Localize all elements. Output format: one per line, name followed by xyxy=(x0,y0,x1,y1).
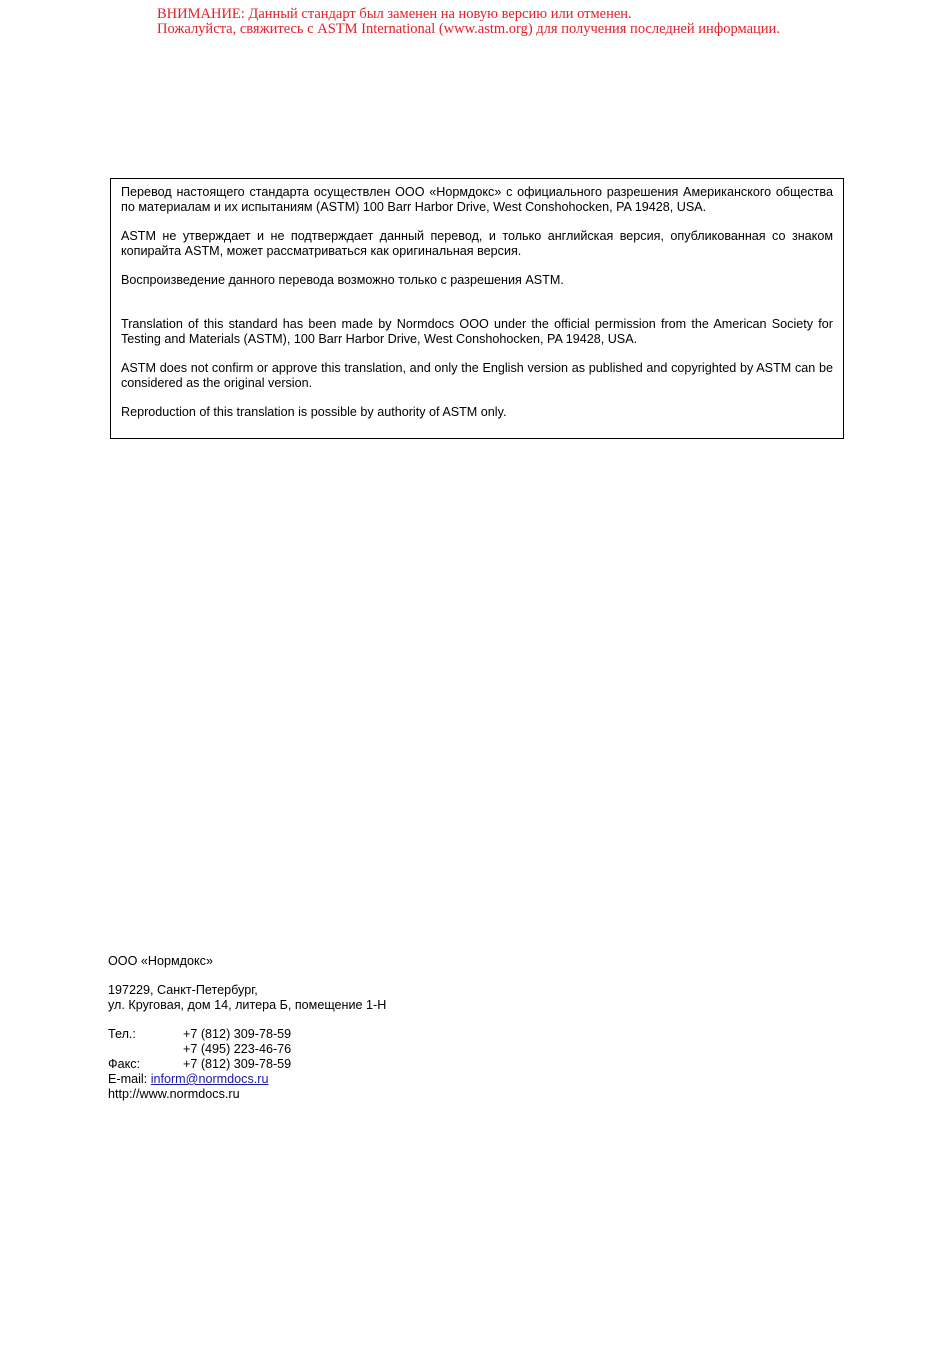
website-url: http://www.normdocs.ru xyxy=(108,1087,240,1101)
company-name: ООО «Нормдокс» xyxy=(108,954,213,968)
email-link[interactable]: inform@normdocs.ru xyxy=(150,1072,269,1086)
fax-label: Факс: xyxy=(108,1057,141,1071)
warning-line-1: ВНИМАНИЕ: Данный стандарт был заменен на новую версию или отменен. xyxy=(157,6,632,22)
phone-number-2: +7 (495) 223-46-76 xyxy=(183,1042,292,1056)
phone-row-2 xyxy=(108,1042,528,1057)
ru-disclaimer-paragraph: ASTM не утверждает и не подтверждает данный перевод, и только английская версия, опубликованная со знаком копирайта ASTM, может рассматриваться как оригинальная версия. xyxy=(121,229,833,258)
ru-reproduction-paragraph: Воспроизведение данного перевода возможно только с разрешения ASTM. xyxy=(121,273,564,287)
en-reproduction-paragraph: Reproduction of this translation is possible by authority of ASTM only. xyxy=(121,405,507,419)
phone-number-1: +7 (812) 309-78-59 xyxy=(183,1027,292,1041)
address-line-2: ул. Круговая, дом 14, литера Б, помещение 1-Н xyxy=(108,998,387,1012)
phone-row-1 xyxy=(108,1027,528,1042)
address-line-1: 197229, Санкт-Петербург, xyxy=(108,983,258,997)
replacement-warning xyxy=(157,7,917,37)
email-label: E-mail: xyxy=(108,1072,148,1086)
en-disclaimer-paragraph: ASTM does not confirm or approve this translation, and only the English version as published and copyrighted by ASTM can be considered as the original version. xyxy=(121,361,833,390)
email-row xyxy=(108,1072,528,1087)
fax-row xyxy=(108,1057,528,1072)
translation-notice-box xyxy=(110,178,844,439)
fax-number: +7 (812) 309-78-59 xyxy=(183,1057,292,1071)
ru-translation-paragraph: Перевод настоящего стандарта осуществлен ООО «Нормдокс» с официального разрешения Американского общества по материалам и их испытаниям (ASTM) 100 Barr Harbor Drive, West Conshohocken, PA 19428, USA. xyxy=(121,185,833,214)
warning-line-2: Пожалуйста, свяжитесь с ASTM International (www.astm.org) для получения последней информации. xyxy=(157,21,780,37)
en-translation-paragraph: Translation of this standard has been made by Normdocs OOO under the official permission from the American Society for Testing and Materials (ASTM), 100 Barr Harbor Drive, West Conshohocken, PA 19428, USA. xyxy=(121,317,833,346)
contact-block xyxy=(108,954,528,1102)
phone-label: Тел.: xyxy=(108,1027,136,1041)
